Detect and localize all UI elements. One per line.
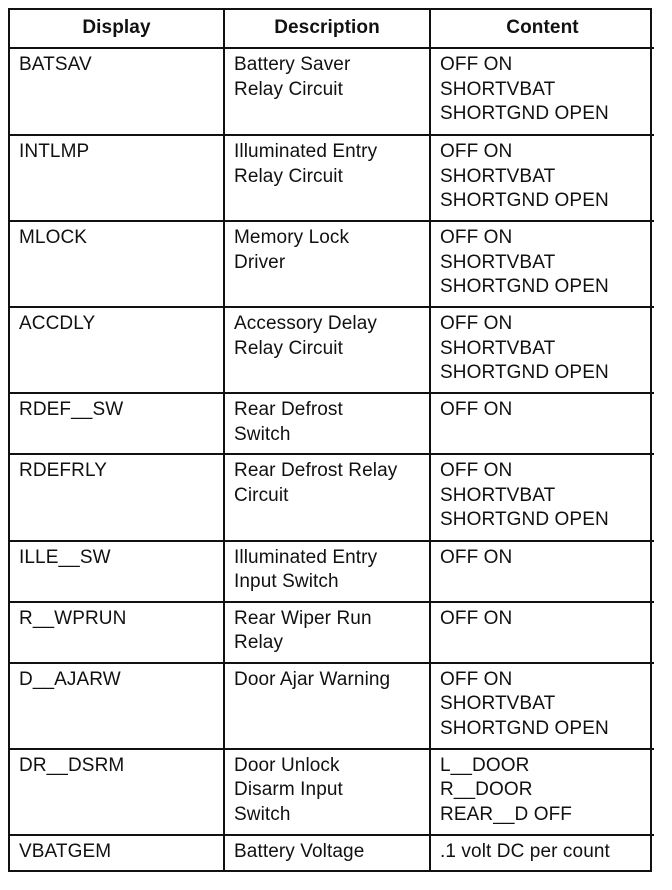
cell-description bbox=[224, 307, 430, 393]
table-row bbox=[10, 749, 654, 835]
content-line: SHORTGND OPEN bbox=[440, 717, 609, 739]
header-row bbox=[10, 10, 654, 48]
content-line: SHORTVBAT bbox=[440, 165, 556, 187]
cell-content bbox=[430, 135, 654, 221]
description-line: Door Unlock bbox=[234, 754, 340, 776]
description-line: Switch bbox=[234, 423, 291, 445]
content-line: SHORTVBAT bbox=[440, 484, 556, 506]
description-line: Circuit bbox=[234, 484, 289, 506]
table-body bbox=[10, 48, 654, 870]
content-line: SHORTGND OPEN bbox=[440, 509, 609, 531]
cell-display: ILLE__SW bbox=[10, 541, 224, 602]
cell-content bbox=[430, 393, 654, 454]
table-row bbox=[10, 663, 654, 749]
content-line: OFF ON bbox=[440, 399, 513, 421]
content-line: SHORTGND OPEN bbox=[440, 190, 609, 212]
content-line: SHORTGND OPEN bbox=[440, 103, 609, 124]
content-line: OFF ON bbox=[440, 668, 513, 690]
cell-description bbox=[224, 221, 430, 307]
cell-description bbox=[224, 835, 430, 870]
description-line: Rear Defrost bbox=[234, 399, 343, 421]
header-display: Display bbox=[10, 10, 224, 48]
cell-display: INTLMP bbox=[10, 135, 224, 221]
cell-display: DR__DSRM bbox=[10, 749, 224, 835]
cell-description bbox=[224, 454, 430, 540]
description-line: Battery Saver bbox=[234, 54, 351, 75]
cell-description bbox=[224, 393, 430, 454]
cell-display: MLOCK bbox=[10, 221, 224, 307]
cell-content bbox=[430, 749, 654, 835]
parameter-table bbox=[10, 10, 654, 870]
cell-content bbox=[430, 454, 654, 540]
content-line: SHORTVBAT bbox=[440, 693, 556, 715]
description-line: Switch bbox=[234, 803, 291, 825]
table-row bbox=[10, 221, 654, 307]
content-line: OFF ON bbox=[440, 141, 513, 163]
cell-description bbox=[224, 541, 430, 602]
parameter-table-page bbox=[8, 8, 652, 872]
cell-display: RDEFRLY bbox=[10, 454, 224, 540]
description-line: Battery Voltage bbox=[234, 840, 365, 862]
cell-description bbox=[224, 135, 430, 221]
table-row bbox=[10, 602, 654, 663]
table-row bbox=[10, 307, 654, 393]
description-line: Disarm Input bbox=[234, 779, 343, 801]
cell-content bbox=[430, 307, 654, 393]
content-line: L__DOOR bbox=[440, 754, 530, 776]
content-line: R__DOOR bbox=[440, 779, 533, 801]
content-line: OFF ON bbox=[440, 54, 513, 75]
header-content: Content bbox=[430, 10, 654, 48]
cell-display: VBATGEM bbox=[10, 835, 224, 870]
description-line: Input Switch bbox=[234, 571, 339, 593]
description-line: Relay Circuit bbox=[234, 165, 343, 187]
cell-content bbox=[430, 48, 654, 135]
table-row bbox=[10, 835, 654, 870]
cell-description bbox=[224, 48, 430, 135]
cell-content bbox=[430, 835, 654, 870]
content-line: OFF ON bbox=[440, 460, 513, 482]
content-line: SHORTVBAT bbox=[440, 78, 556, 100]
cell-content bbox=[430, 541, 654, 602]
content-line: REAR__D OFF bbox=[440, 803, 573, 825]
table-row bbox=[10, 48, 654, 135]
table-row bbox=[10, 541, 654, 602]
cell-display: RDEF__SW bbox=[10, 393, 224, 454]
cell-display: D__AJARW bbox=[10, 663, 224, 749]
description-line: Relay bbox=[234, 632, 284, 654]
content-line: OFF ON bbox=[440, 546, 513, 568]
description-line: Door Ajar Warning bbox=[234, 668, 391, 690]
table-row bbox=[10, 393, 654, 454]
cell-description bbox=[224, 602, 430, 663]
cell-description bbox=[224, 749, 430, 835]
content-line: OFF ON bbox=[440, 313, 513, 335]
cell-content bbox=[430, 663, 654, 749]
content-line: SHORTGND OPEN bbox=[440, 276, 609, 298]
description-line: Illuminated Entry bbox=[234, 141, 378, 163]
content-line: SHORTGND OPEN bbox=[440, 362, 609, 384]
cell-display: R__WPRUN bbox=[10, 602, 224, 663]
cell-display: ACCDLY bbox=[10, 307, 224, 393]
table-row bbox=[10, 454, 654, 540]
description-line: Rear Defrost Relay bbox=[234, 460, 398, 482]
header-description: Description bbox=[224, 10, 430, 48]
content-line: OFF ON bbox=[440, 607, 513, 629]
content-line: .1 volt DC per count bbox=[440, 840, 610, 862]
description-line: Illuminated Entry bbox=[234, 546, 378, 568]
content-line: OFF ON bbox=[440, 227, 513, 249]
cell-content bbox=[430, 602, 654, 663]
description-line: Accessory Delay bbox=[234, 313, 377, 335]
cell-display: BATSAV bbox=[10, 48, 224, 135]
content-line: SHORTVBAT bbox=[440, 251, 556, 273]
description-line: Relay Circuit bbox=[234, 78, 343, 100]
cell-description bbox=[224, 663, 430, 749]
content-line: SHORTVBAT bbox=[440, 337, 556, 359]
description-line: Relay Circuit bbox=[234, 337, 343, 359]
description-line: Memory Lock bbox=[234, 227, 350, 249]
description-line: Driver bbox=[234, 251, 286, 273]
table-row bbox=[10, 135, 654, 221]
description-line: Rear Wiper Run bbox=[234, 607, 372, 629]
cell-content bbox=[430, 221, 654, 307]
